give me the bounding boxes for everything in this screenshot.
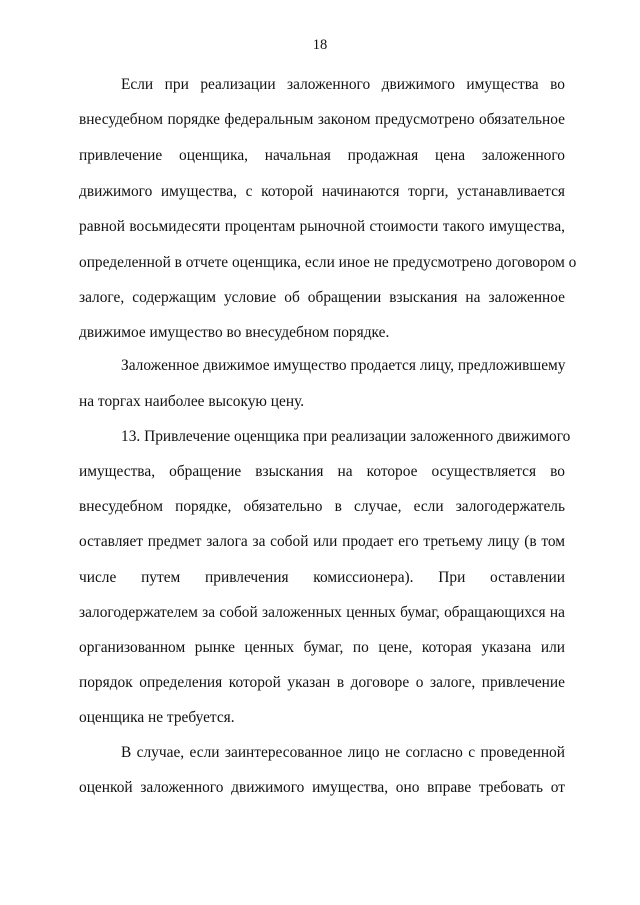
text-line: привлечение оценщика, начальная продажная цена заложенного xyxy=(79,147,565,164)
text-line: внесудебном порядке, обязательно в случае, если залогодержатель xyxy=(79,498,565,515)
text-line: числе путем привлечения комиссионера). При оставлении xyxy=(79,569,565,586)
page-number: 18 xyxy=(312,37,328,53)
text-line: определенной в отчете оценщика, если иное не предусмотрено договором о xyxy=(79,254,577,271)
text-line: имущества, обращение взыскания на которое осуществляется во xyxy=(79,463,565,480)
text-line: В случае, если заинтересованное лицо не согласно с проведенной xyxy=(121,744,565,761)
text-line: оставляет предмет залога за собой или продает его третьему лицу (в том xyxy=(79,533,565,550)
text-line: залогодержателем за собой заложенных ценных бумаг, обращающихся на xyxy=(79,604,565,621)
text-line: оценкой заложенного движимого имущества, оно вправе требовать от xyxy=(79,779,565,796)
text-line: порядок определения которой указан в договоре о залоге, привлечение xyxy=(79,674,565,691)
text-line: Заложенное движимое имущество продается лицу, предложившему xyxy=(121,357,566,374)
text-line: равной восьмидесяти процентам рыночной стоимости такого имущества, xyxy=(79,218,565,235)
text-line: движимого имущества, с которой начинаются торги, устанавливается xyxy=(79,183,565,200)
text-line: оценщика не требуется. xyxy=(79,709,235,726)
text-line: залоге, содержащим условие об обращении взыскания на заложенное xyxy=(79,289,565,306)
text-line: Если при реализации заложенного движимого имущества во xyxy=(121,76,565,93)
text-line: внесудебном порядке федеральным законом предусмотрено обязательное xyxy=(79,111,565,128)
text-line: организованном рынке ценных бумаг, по цене, которая указана или xyxy=(79,639,565,656)
text-line: 13. Привлечение оценщика при реализации заложенного движимого xyxy=(121,428,571,445)
text-line: движимое имущество во внесудебном порядке. xyxy=(79,324,390,341)
text-line: на торгах наиболее высокую цену. xyxy=(79,393,305,410)
